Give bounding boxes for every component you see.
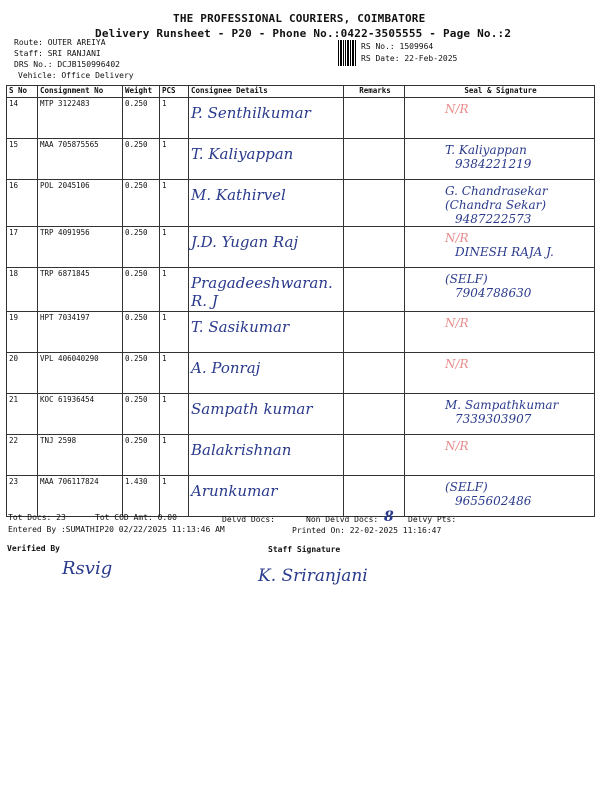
col-weight: Weight: [123, 86, 160, 98]
seal-signature-text: N/R: [445, 102, 469, 116]
cell-remarks: [344, 353, 405, 394]
verified-by-label: Verified By: [7, 544, 60, 553]
table-row: [7, 394, 595, 435]
cell-seal-signature: [405, 394, 595, 435]
cell-remarks: [344, 180, 405, 227]
cell-remarks: [344, 139, 405, 180]
cell-remarks: [344, 435, 405, 476]
table-row: [7, 180, 595, 227]
cell-sno-text: 20: [9, 354, 19, 363]
cell-sno-text: 18: [9, 269, 19, 278]
cell-consignee: [189, 180, 344, 227]
cell-pcs-text: 1: [162, 269, 167, 278]
cell-consignment: [38, 139, 123, 180]
cell-weight-text: 0.250: [125, 436, 148, 445]
delvy-pts: Delvy Pts:: [408, 515, 457, 524]
cell-sno-text: 15: [9, 140, 19, 149]
runsheet-table: [6, 85, 595, 517]
cell-seal-signature: [405, 139, 595, 180]
cell-consignee-text: M. Kathirvel: [191, 186, 286, 204]
cell-seal-signature: [405, 476, 595, 517]
table-row: [7, 435, 595, 476]
cell-consignee-text: Sampath kumar: [191, 400, 313, 418]
seal-signature-text: N/R: [445, 439, 469, 453]
cell-consignment: [38, 435, 123, 476]
cell-consignment-text: MAA 706117824: [40, 477, 99, 486]
cell-consignee: [189, 353, 344, 394]
cell-remarks-text: [344, 435, 404, 437]
delvd-docs: Delvd Docs:: [222, 515, 275, 524]
cell-pcs-text: 1: [162, 436, 167, 445]
cell-pcs-text: 1: [162, 477, 167, 486]
seal-signature-text: G. Chandrasekar (Chandra Sekar): [445, 184, 548, 212]
cell-weight: [123, 139, 160, 180]
cell-pcs: [160, 476, 189, 517]
cell-sno: [7, 353, 38, 394]
cell-remarks-text: [344, 227, 404, 229]
cell-remarks: [344, 312, 405, 353]
cell-consignee-text: Balakrishnan: [191, 441, 292, 459]
tot-cod: Tot COD Amt: 0.00: [95, 513, 177, 522]
cell-sno-text: 23: [9, 477, 19, 486]
tot-docs: Tot Docs: 23: [8, 513, 66, 522]
seal-phone-text: 7904788630: [455, 286, 532, 300]
drs-label: DRS No.: DCJB150996402: [14, 60, 120, 69]
cell-remarks-text: [344, 98, 404, 100]
cell-weight: [123, 268, 160, 312]
cell-seal-signature: [405, 227, 595, 268]
cell-consignment-text: POL 2045106: [40, 181, 90, 190]
verifier-signature: Rsvig: [62, 558, 113, 579]
cell-remarks: [344, 268, 405, 312]
barcode: [338, 40, 356, 66]
cell-weight-text: 0.250: [125, 228, 148, 237]
cell-pcs: [160, 139, 189, 180]
seal-signature-text: (SELF): [445, 272, 488, 286]
seal-phone-text: 9655602486: [455, 494, 532, 508]
cell-weight: [123, 312, 160, 353]
table-row: [7, 268, 595, 312]
seal-signature-text: M. Sampathkumar: [445, 398, 559, 412]
cell-pcs-text: 1: [162, 313, 167, 322]
cell-seal-signature: [405, 312, 595, 353]
cell-consignment: [38, 268, 123, 312]
cell-consignment-text: VPL 406040290: [40, 354, 99, 363]
cell-consignee: [189, 139, 344, 180]
table-row: [7, 98, 595, 139]
staff-signature-label: Staff Signature: [268, 545, 341, 554]
cell-remarks-text: [344, 394, 404, 396]
staff-signature: K. Sriranjani: [258, 566, 368, 586]
seal-phone-text: 7339303907: [455, 412, 532, 426]
cell-consignee: [189, 476, 344, 517]
cell-consignee: [189, 268, 344, 312]
cell-pcs-text: 1: [162, 354, 167, 363]
cell-consignee-text: T. Sasikumar: [191, 318, 290, 336]
cell-consignee: [189, 435, 344, 476]
cell-pcs-text: 1: [162, 228, 167, 237]
col-seal: Seal & Signature: [405, 86, 595, 98]
cell-consignment: [38, 353, 123, 394]
cell-pcs: [160, 312, 189, 353]
cell-sno-text: 14: [9, 99, 19, 108]
cell-consignment-text: TRP 6871845: [40, 269, 90, 278]
cell-pcs-text: 1: [162, 140, 167, 149]
seal-signature-text: N/R: [445, 231, 469, 245]
cell-pcs: [160, 268, 189, 312]
cell-sno: [7, 180, 38, 227]
cell-sno: [7, 476, 38, 517]
cell-consignment: [38, 227, 123, 268]
cell-weight-text: 1.430: [125, 477, 148, 486]
cell-weight-text: 0.250: [125, 181, 148, 190]
table-row: [7, 139, 595, 180]
cell-weight-text: 0.250: [125, 140, 148, 149]
cell-seal-signature: [405, 98, 595, 139]
cell-remarks-text: [344, 312, 404, 314]
cell-consignment: [38, 180, 123, 227]
cell-consignee-text: Arunkumar: [191, 482, 278, 500]
cell-weight-text: 0.250: [125, 269, 148, 278]
table-row: [7, 312, 595, 353]
col-sno: S No: [7, 86, 38, 98]
seal-phone-text: 9384221219: [455, 157, 532, 171]
cell-consignee: [189, 227, 344, 268]
cell-pcs: [160, 180, 189, 227]
cell-weight: [123, 180, 160, 227]
seal-signature-text: T. Kaliyappan: [445, 143, 527, 157]
cell-remarks: [344, 394, 405, 435]
cell-consignment-text: MTP 3122483: [40, 99, 90, 108]
cell-sno: [7, 98, 38, 139]
cell-consignment-text: TNJ 2598: [40, 436, 77, 445]
cell-weight-text: 0.250: [125, 99, 148, 108]
cell-remarks-text: [344, 180, 404, 182]
cell-consignee-text: P. Senthilkumar: [191, 104, 311, 122]
cell-consignment: [38, 476, 123, 517]
vehicle-label: Vehicle: Office Delivery: [18, 71, 134, 80]
cell-consignee-text: Pragadeeshwaran. R. J: [191, 274, 333, 310]
col-consignee: Consignee Details: [189, 86, 344, 98]
cell-sno-text: 16: [9, 181, 19, 190]
seal-phone-text: 9487222573: [455, 212, 532, 226]
cell-seal-signature: [405, 180, 595, 227]
cell-pcs-text: 1: [162, 99, 167, 108]
cell-weight-text: 0.250: [125, 395, 148, 404]
cell-pcs-text: 1: [162, 395, 167, 404]
cell-consignment-text: TRP 4091956: [40, 228, 90, 237]
col-remarks: Remarks: [344, 86, 405, 98]
cell-seal-signature: [405, 435, 595, 476]
cell-consignment: [38, 98, 123, 139]
cell-sno-text: 21: [9, 395, 19, 404]
table-row: [7, 227, 595, 268]
route-label: Route: OUTER AREIYA: [14, 38, 106, 47]
table-header-row: [7, 86, 595, 98]
cell-pcs: [160, 98, 189, 139]
cell-pcs-text: 1: [162, 181, 167, 190]
cell-consignment-text: KOC 61936454: [40, 395, 95, 404]
cell-pcs: [160, 435, 189, 476]
cell-remarks: [344, 227, 405, 268]
cell-weight: [123, 227, 160, 268]
cell-remarks-text: [344, 139, 404, 141]
cell-weight-text: 0.250: [125, 354, 148, 363]
seal-signature-text: N/R: [445, 316, 469, 330]
cell-weight: [123, 476, 160, 517]
rs-no: RS No.: 1509964: [361, 42, 434, 51]
cell-sno-text: 17: [9, 228, 19, 237]
cell-sno-text: 19: [9, 313, 19, 322]
cell-sno: [7, 227, 38, 268]
cell-consignee-text: J.D. Yugan Raj: [191, 233, 299, 251]
cell-consignee-text: A. Ponraj: [191, 359, 261, 377]
seal-signature-text: N/R: [445, 357, 469, 371]
cell-sno-text: 22: [9, 436, 19, 445]
cell-seal-signature: [405, 268, 595, 312]
cell-sno: [7, 312, 38, 353]
cell-weight-text: 0.250: [125, 313, 148, 322]
cell-weight: [123, 353, 160, 394]
cell-remarks-text: [344, 476, 404, 478]
runsheet-subtitle: Delivery Runsheet - P20 - Phone No.:0422-3505555 - Page No.:2: [95, 27, 512, 40]
cell-sno: [7, 268, 38, 312]
cell-remarks: [344, 476, 405, 517]
cell-sno: [7, 394, 38, 435]
cell-remarks-text: [344, 353, 404, 355]
col-pcs: PCS: [160, 86, 189, 98]
cell-consignee-text: T. Kaliyappan: [191, 145, 294, 163]
cell-consignment: [38, 394, 123, 435]
cell-seal-signature: [405, 353, 595, 394]
company-title: THE PROFESSIONAL COURIERS, COIMBATORE: [173, 12, 426, 25]
cell-weight: [123, 394, 160, 435]
cell-remarks-text: [344, 268, 404, 270]
entered-by: Entered By :SUMATHIP20 02/22/2025 11:13:46 AM: [8, 525, 225, 534]
cell-pcs: [160, 353, 189, 394]
seal-signature-text: (SELF): [445, 480, 488, 494]
col-consignment: Consignment No: [38, 86, 123, 98]
cell-weight: [123, 98, 160, 139]
non-delvd-value: 8: [384, 509, 394, 525]
rs-date: RS Date: 22-Feb-2025: [361, 54, 458, 63]
staff-label: Staff: SRI RANJANI: [14, 49, 101, 58]
cell-pcs: [160, 227, 189, 268]
cell-consignee: [189, 312, 344, 353]
cell-remarks: [344, 98, 405, 139]
cell-pcs: [160, 394, 189, 435]
cell-consignment: [38, 312, 123, 353]
cell-consignment-text: HPT 7034197: [40, 313, 90, 322]
table-row: [7, 476, 595, 517]
cell-consignee: [189, 394, 344, 435]
cell-sno: [7, 139, 38, 180]
table-row: [7, 353, 595, 394]
cell-consignee: [189, 98, 344, 139]
cell-sno: [7, 435, 38, 476]
non-delvd-docs: Non Delvd Docs:: [306, 515, 379, 524]
printed-on: Printed On: 22-02-2025 11:16:47: [292, 526, 442, 535]
cell-weight: [123, 435, 160, 476]
cell-consignment-text: MAA 705875565: [40, 140, 99, 149]
seal-phone-text: DINESH RAJA J.: [455, 245, 554, 259]
